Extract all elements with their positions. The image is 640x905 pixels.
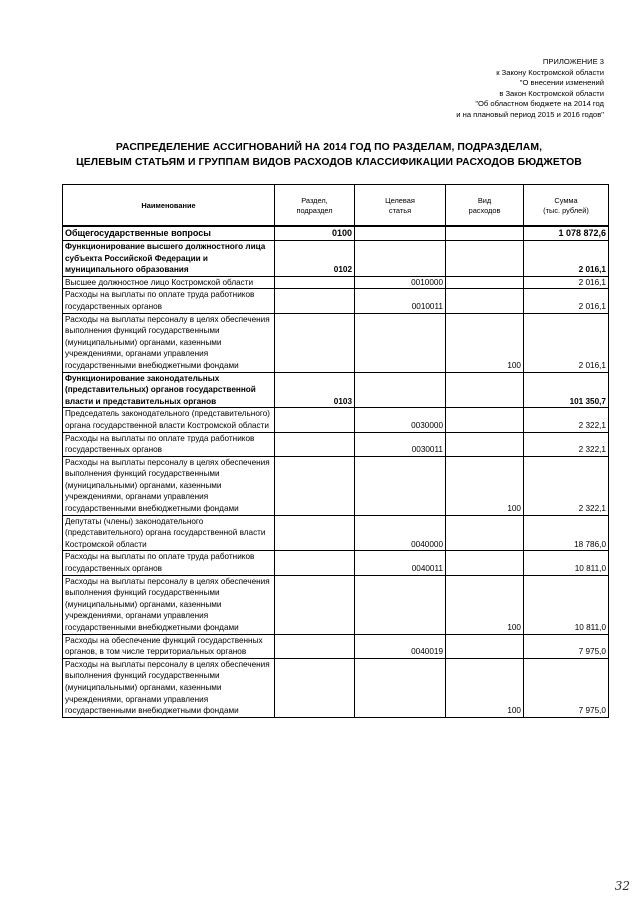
row-type: 100	[446, 658, 524, 717]
table-row	[63, 658, 609, 717]
row-name: Расходы на обеспечение функций государственных органов, в том числе территориальных органов	[63, 634, 275, 658]
row-code	[275, 313, 355, 372]
row-code: 0100	[275, 226, 355, 241]
row-name: Расходы на выплаты персоналу в целях обеспечения выполнения функций государственными (муниципальными) органами, казенными учреждениями, органами управления государственными внебюджетными фондами	[63, 658, 275, 717]
row-sum: 2 016,1	[524, 313, 609, 372]
row-code	[275, 575, 355, 634]
row-type	[446, 289, 524, 313]
row-code	[275, 634, 355, 658]
row-name: Функционирование высшего должностного лица субъекта Российской Федерации и муниципального образования	[63, 241, 275, 277]
row-sum: 2 016,1	[524, 241, 609, 277]
row-article	[355, 658, 446, 717]
appendix-line: "Об областном бюджете на 2014 год	[475, 99, 604, 109]
row-article	[355, 575, 446, 634]
table-row	[63, 276, 609, 289]
row-name: Расходы на выплаты по оплате труда работников государственных органов	[63, 551, 275, 575]
table-row	[63, 432, 609, 456]
row-article	[355, 456, 446, 515]
row-name: Расходы на выплаты персоналу в целях обеспечения выполнения функций государственными (муниципальными) органами, казенными учреждениями, органами управления государственными внебюджетными фондами	[63, 575, 275, 634]
row-code	[275, 456, 355, 515]
row-code	[275, 515, 355, 551]
row-code	[275, 289, 355, 313]
row-name: Функционирование законодательных (представительных) органов государственной власти и представительных органов	[63, 372, 275, 408]
row-article	[355, 372, 446, 408]
title-line-1: РАСПРЕДЕЛЕНИЕ АССИГНОВАНИЙ НА 2014 ГОД ПО РАЗДЕЛАМ, ПОДРАЗДЕЛАМ,	[115, 142, 543, 153]
row-type: 100	[446, 575, 524, 634]
row-sum: 1 078 872,6	[524, 226, 609, 241]
row-article: 0040011	[355, 551, 446, 575]
document-title	[40, 141, 618, 170]
row-sum: 18 786,0	[524, 515, 609, 551]
row-sum: 2 322,1	[524, 408, 609, 432]
table-row	[63, 372, 609, 408]
table-row	[63, 313, 609, 372]
row-sum: 2 322,1	[524, 456, 609, 515]
row-type	[446, 551, 524, 575]
row-article	[355, 313, 446, 372]
title-line-2: ЦЕЛЕВЫМ СТАТЬЯМ И ГРУППАМ ВИДОВ РАСХОДОВ КЛАССИФИКАЦИИ РАСХОДОВ БЮДЖЕТОВ	[76, 156, 582, 168]
row-name: Общегосударственные вопросы	[63, 226, 275, 241]
row-article: 0030000	[355, 408, 446, 432]
table-row	[63, 551, 609, 575]
row-code	[275, 276, 355, 289]
header-name: Наименование	[63, 185, 275, 227]
appendix-line: "О внесении изменений	[519, 78, 604, 88]
row-code	[275, 432, 355, 456]
table-row	[63, 515, 609, 551]
row-sum: 2 322,1	[524, 432, 609, 456]
table-row	[63, 241, 609, 277]
row-type	[446, 226, 524, 241]
row-name: Расходы на выплаты по оплате труда работников государственных органов	[63, 432, 275, 456]
row-name: Расходы на выплаты по оплате труда работников государственных органов	[63, 289, 275, 313]
row-code	[275, 551, 355, 575]
row-article: 0030011	[355, 432, 446, 456]
table-row	[63, 289, 609, 313]
row-type	[446, 515, 524, 551]
appendix-line: к Закону Костромской области	[496, 67, 604, 77]
row-code	[275, 658, 355, 717]
row-article: 0010000	[355, 276, 446, 289]
table-row	[63, 634, 609, 658]
row-code: 0102	[275, 241, 355, 277]
row-name: Расходы на выплаты персоналу в целях обеспечения выполнения функций государственными (муниципальными) органами, казенными учреждениями, органами управления государственными внебюджетными фондами	[63, 456, 275, 515]
row-type: 100	[446, 456, 524, 515]
header-type: Вид расходов	[446, 185, 524, 227]
table-row	[63, 575, 609, 634]
table-row	[63, 408, 609, 432]
header-sum: Сумма (тыс. рублей)	[524, 185, 609, 227]
row-type: 100	[446, 313, 524, 372]
row-type	[446, 276, 524, 289]
row-article	[355, 226, 446, 241]
row-sum: 7 975,0	[524, 634, 609, 658]
row-code: 0103	[275, 372, 355, 408]
appendix-line: в Закон Костромской области	[499, 88, 604, 98]
row-code	[275, 408, 355, 432]
row-name: Расходы на выплаты персоналу в целях обеспечения выполнения функций государственными (муниципальными) органами, казенными учреждениями, органами управления государственными внебюджетными фондами	[63, 313, 275, 372]
row-sum: 2 016,1	[524, 276, 609, 289]
row-sum: 10 811,0	[524, 575, 609, 634]
row-type	[446, 241, 524, 277]
row-name: Председатель законодательного (представительного) органа государственной власти Костромской области	[63, 408, 275, 432]
row-sum: 10 811,0	[524, 551, 609, 575]
appendix-line: и на плановый период 2015 и 2016 годов"	[456, 109, 604, 119]
page-number: 32	[614, 879, 630, 893]
row-name: Депутаты (члены) законодательного (представительного) органа государственной власти Костромской области	[63, 515, 275, 551]
row-name: Высшее должностное лицо Костромской области	[63, 276, 275, 289]
row-article: 0040000	[355, 515, 446, 551]
header-article: Целевая статья	[355, 185, 446, 227]
row-article: 0040019	[355, 634, 446, 658]
row-article: 0010011	[355, 289, 446, 313]
table-header-row	[63, 185, 609, 227]
row-article	[355, 241, 446, 277]
row-sum: 2 016,1	[524, 289, 609, 313]
appendix-line: ПРИЛОЖЕНИЕ 3	[542, 57, 604, 66]
row-type	[446, 408, 524, 432]
row-type	[446, 372, 524, 408]
appendix-header	[456, 57, 604, 121]
row-type	[446, 634, 524, 658]
row-type	[446, 432, 524, 456]
row-sum: 101 350,7	[524, 372, 609, 408]
budget-table	[62, 184, 609, 718]
row-sum: 7 975,0	[524, 658, 609, 717]
table-row	[63, 226, 609, 241]
header-section: Раздел, подраздел	[275, 185, 355, 227]
table-row	[63, 456, 609, 515]
